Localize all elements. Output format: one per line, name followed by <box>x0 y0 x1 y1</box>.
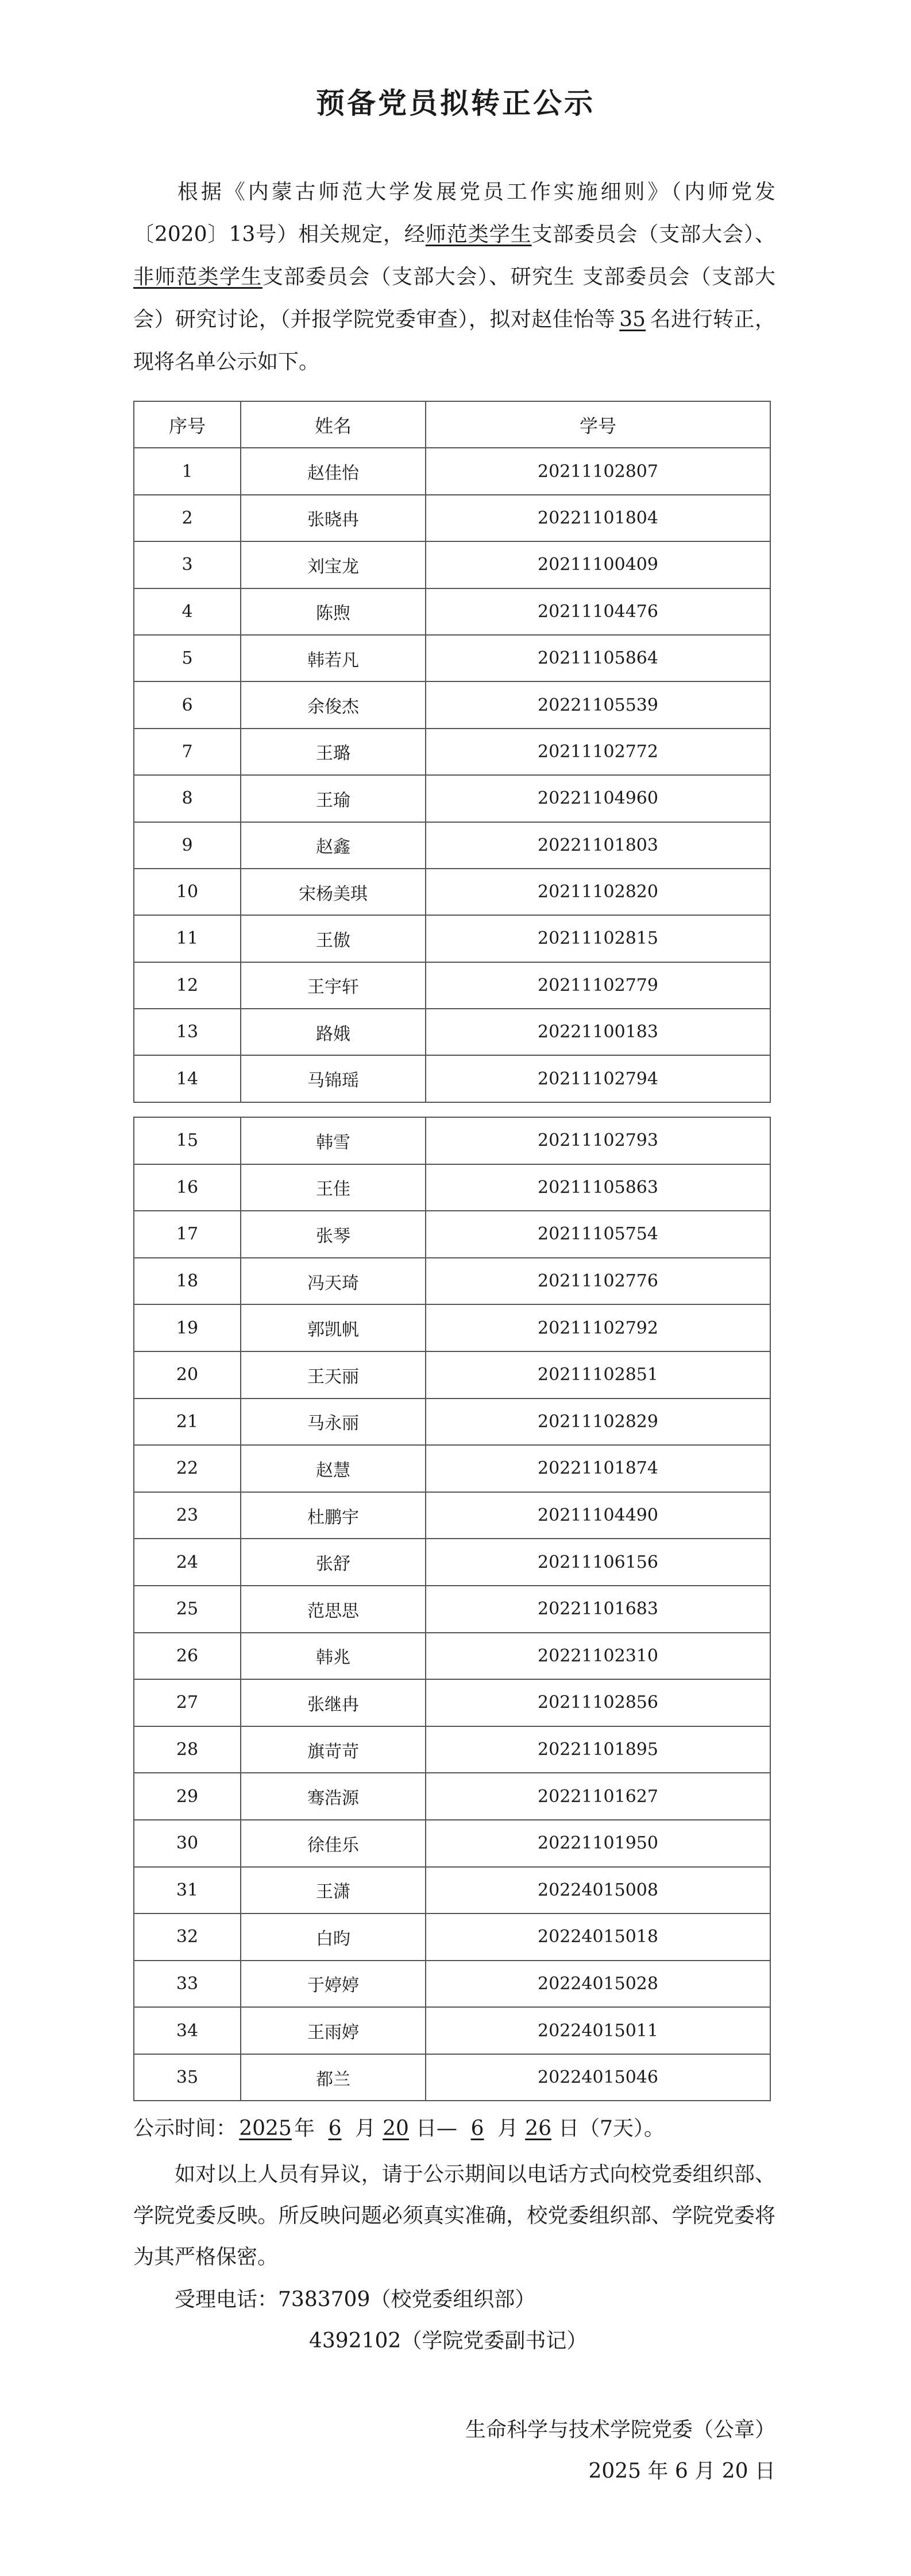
cell-name: 张晓冉 <box>241 495 426 541</box>
cell-index: 11 <box>134 915 241 962</box>
cell-name: 张琴 <box>241 1211 426 1258</box>
cell-name: 王天丽 <box>241 1351 426 1399</box>
cell-index: 20 <box>134 1351 241 1399</box>
cell-index: 28 <box>134 1726 241 1773</box>
table-row <box>134 915 770 962</box>
table-row <box>134 1633 770 1680</box>
table-row <box>134 588 770 635</box>
cell-student-id: 20224015046 <box>426 2054 770 2101</box>
cell-name: 赵慧 <box>241 1445 426 1492</box>
cell-name: 郭凯帆 <box>241 1304 426 1351</box>
cell-index: 19 <box>134 1304 241 1351</box>
cell-student-id: 20221101895 <box>426 1726 770 1773</box>
contact-phone-1: 7383709（校党委组织部） <box>278 2288 536 2311</box>
table-row <box>134 729 770 775</box>
cell-name: 宋杨美琪 <box>241 869 426 915</box>
table-row <box>134 1117 770 1164</box>
table-row <box>134 1258 770 1305</box>
table-row <box>134 822 770 869</box>
cell-student-id: 20221100183 <box>426 1009 770 1055</box>
cell-student-id: 20211102793 <box>426 1117 770 1164</box>
cell-student-id: 20211102776 <box>426 1258 770 1305</box>
cell-name: 余俊杰 <box>241 681 426 728</box>
table-row <box>134 1399 770 1446</box>
cell-name: 张继冉 <box>241 1679 426 1726</box>
cell-name: 王傲 <box>241 915 426 962</box>
objection-paragraph: 如对以上人员有异议，请于公示期间以电话方式向校党委组织部、学院党委反映。所反映问题必须真实准确，校党委组织部、学院党委将为其严格保密。 <box>133 2163 775 2269</box>
cell-name: 旗苛苛 <box>241 1726 426 1773</box>
cell-name: 都兰 <box>241 2054 426 2101</box>
page-title: 预备党员拟转正公示 <box>316 86 595 120</box>
table-row <box>134 2054 770 2101</box>
cell-index: 17 <box>134 1211 241 1258</box>
cell-name: 白昀 <box>241 1913 426 1961</box>
table-row <box>134 1539 770 1586</box>
cell-index: 25 <box>134 1586 241 1633</box>
signature-date: 2025 年 6 月 20 日 <box>588 2459 775 2483</box>
intro-paragraph <box>133 171 775 384</box>
cell-student-id: 20211102792 <box>426 1304 770 1351</box>
cell-index: 26 <box>134 1633 241 1680</box>
table-row <box>134 1009 770 1055</box>
cell-index: 30 <box>134 1820 241 1867</box>
contact-line-2: 4392102（学院党委副书记） <box>309 2329 588 2353</box>
cell-student-id: 20221105539 <box>426 681 770 728</box>
cell-index: 3 <box>134 541 241 588</box>
table-row <box>134 1055 770 1102</box>
cell-name: 王潇 <box>241 1867 426 1914</box>
cell-name: 刘宝龙 <box>241 541 426 588</box>
publicity-year: 2025 <box>239 2117 292 2140</box>
cell-index: 1 <box>134 448 241 494</box>
table-row <box>134 962 770 1009</box>
cell-name: 赵佳怡 <box>241 448 426 494</box>
header-index: 序号 <box>134 401 241 448</box>
table-row <box>134 869 770 915</box>
contact-label: 受理电话： <box>175 2288 279 2311</box>
cell-index: 6 <box>134 681 241 728</box>
publicity-start-month: 6 <box>328 2117 342 2140</box>
cell-student-id: 20211102794 <box>426 1055 770 1102</box>
cell-student-id: 20221101874 <box>426 1445 770 1492</box>
cell-index: 9 <box>134 822 241 869</box>
cell-name: 王璐 <box>241 729 426 775</box>
cell-student-id: 20211105864 <box>426 635 770 681</box>
intro-text-4: 名进行转正，现将名单公示如下。 <box>133 308 775 374</box>
roster-table-part2 <box>133 1117 771 2101</box>
table-row <box>134 1773 770 1820</box>
cell-name: 韩兆 <box>241 1633 426 1680</box>
publicity-end-day: 26 <box>525 2117 551 2140</box>
intro-count: 35 <box>619 308 646 331</box>
cell-name: 冯天琦 <box>241 1258 426 1305</box>
table-row <box>134 1820 770 1867</box>
cell-name: 骞浩源 <box>241 1773 426 1820</box>
cell-student-id: 20221101627 <box>426 1773 770 1820</box>
cell-student-id: 20224015018 <box>426 1913 770 1961</box>
cell-student-id: 20211102815 <box>426 915 770 962</box>
table-row <box>134 1492 770 1539</box>
cell-name: 韩若凡 <box>241 635 426 681</box>
cell-index: 14 <box>134 1055 241 1102</box>
publicity-month-unit-2: 月 <box>497 2117 519 2140</box>
signature-org: 生命科学与技术学院党委（公章） <box>465 2418 775 2442</box>
cell-student-id: 20224015008 <box>426 1867 770 1914</box>
cell-student-id: 20211102779 <box>426 962 770 1009</box>
cell-index: 31 <box>134 1867 241 1914</box>
table-row <box>134 495 770 541</box>
cell-student-id: 20221101683 <box>426 1586 770 1633</box>
cell-index: 24 <box>134 1539 241 1586</box>
cell-student-id: 20211100409 <box>426 541 770 588</box>
cell-index: 12 <box>134 962 241 1009</box>
cell-index: 4 <box>134 588 241 635</box>
cell-index: 2 <box>134 495 241 541</box>
cell-index: 34 <box>134 2007 241 2054</box>
table-row <box>134 775 770 822</box>
cell-student-id: 20221101950 <box>426 1820 770 1867</box>
cell-name: 路娥 <box>241 1009 426 1055</box>
table-row <box>134 1164 770 1211</box>
cell-student-id: 20211105754 <box>426 1211 770 1258</box>
cell-student-id: 20211102807 <box>426 448 770 494</box>
contact-line-1 <box>175 2279 775 2321</box>
cell-student-id: 20221104960 <box>426 775 770 822</box>
publicity-year-unit: 年 <box>294 2117 315 2140</box>
cell-student-id: 20211102851 <box>426 1351 770 1399</box>
cell-index: 7 <box>134 729 241 775</box>
cell-student-id: 20211102820 <box>426 869 770 915</box>
table-row <box>134 1351 770 1399</box>
cell-name: 王雨婷 <box>241 2007 426 2054</box>
publicity-period <box>133 2108 775 2149</box>
cell-student-id: 20211102856 <box>426 1679 770 1726</box>
table-header-row <box>134 401 770 448</box>
table-row <box>134 1961 770 2008</box>
cell-index: 10 <box>134 869 241 915</box>
cell-student-id: 20211102772 <box>426 729 770 775</box>
cell-name: 范思思 <box>241 1586 426 1633</box>
cell-student-id: 20221102310 <box>426 1633 770 1680</box>
table-row <box>134 1586 770 1633</box>
cell-index: 18 <box>134 1258 241 1305</box>
intro-text-3: 支部委员会（支部大会）、研究生 支部委员会（支部大会）研究讨论，（并报学院党委审查），拟对赵佳怡等 <box>133 265 775 331</box>
cell-student-id: 20211105863 <box>426 1164 770 1211</box>
intro-branch-non-normal: 非师范类学生 <box>133 265 263 289</box>
cell-index: 16 <box>134 1164 241 1211</box>
cell-index: 35 <box>134 2054 241 2101</box>
cell-name: 韩雪 <box>241 1117 426 1164</box>
table-row <box>134 681 770 728</box>
cell-index: 8 <box>134 775 241 822</box>
cell-index: 29 <box>134 1773 241 1820</box>
cell-name: 王宇轩 <box>241 962 426 1009</box>
publicity-label: 公示时间： <box>133 2117 237 2140</box>
cell-student-id: 20211104490 <box>426 1492 770 1539</box>
cell-student-id: 20221101803 <box>426 822 770 869</box>
cell-index: 32 <box>134 1913 241 1961</box>
cell-student-id: 20211102829 <box>426 1399 770 1446</box>
cell-name: 王瑜 <box>241 775 426 822</box>
cell-name: 赵鑫 <box>241 822 426 869</box>
cell-name: 马锦瑶 <box>241 1055 426 1102</box>
publicity-month-unit-1: 月 <box>355 2117 376 2140</box>
cell-name: 张舒 <box>241 1539 426 1586</box>
cell-student-id: 20211106156 <box>426 1539 770 1586</box>
table-row <box>134 635 770 681</box>
table-row <box>134 1913 770 1961</box>
cell-name: 杜鹏宇 <box>241 1492 426 1539</box>
cell-student-id: 20224015011 <box>426 2007 770 2054</box>
header-name: 姓名 <box>241 401 426 448</box>
table-row <box>134 1445 770 1492</box>
roster-table-part1 <box>133 401 771 1103</box>
cell-name: 徐佳乐 <box>241 1820 426 1867</box>
table-row <box>134 1726 770 1773</box>
cell-name: 陈煦 <box>241 588 426 635</box>
cell-name: 马永丽 <box>241 1399 426 1446</box>
publicity-day-unit-2: 日（7天）。 <box>558 2117 665 2140</box>
cell-index: 22 <box>134 1445 241 1492</box>
cell-name: 于婷婷 <box>241 1961 426 2008</box>
table-row <box>134 1867 770 1914</box>
table-row <box>134 1679 770 1726</box>
cell-name: 王佳 <box>241 1164 426 1211</box>
table-row <box>134 541 770 588</box>
publicity-day-unit-1: 日— <box>416 2117 458 2140</box>
cell-index: 33 <box>134 1961 241 2008</box>
cell-student-id: 20211104476 <box>426 588 770 635</box>
cell-index: 23 <box>134 1492 241 1539</box>
cell-index: 5 <box>134 635 241 681</box>
publicity-start-day: 20 <box>383 2117 409 2140</box>
cell-index: 13 <box>134 1009 241 1055</box>
intro-text-2: 支部委员会（支部大会）、 <box>531 223 775 246</box>
header-student-id: 学号 <box>426 401 770 448</box>
cell-index: 27 <box>134 1679 241 1726</box>
cell-index: 21 <box>134 1399 241 1446</box>
intro-text-1: 根据《内蒙古师范大学发展党员工作实施细则》（内师党发〔2020〕13号）相关规定，经 <box>133 180 775 246</box>
table-row <box>134 1211 770 1258</box>
cell-student-id: 20224015028 <box>426 1961 770 2008</box>
cell-index: 15 <box>134 1117 241 1164</box>
table-row <box>134 1304 770 1351</box>
table-row <box>134 2007 770 2054</box>
intro-branch-normal: 师范类学生 <box>425 223 532 246</box>
table-row <box>134 448 770 494</box>
cell-student-id: 20221101804 <box>426 495 770 541</box>
publicity-end-month: 6 <box>470 2117 484 2140</box>
